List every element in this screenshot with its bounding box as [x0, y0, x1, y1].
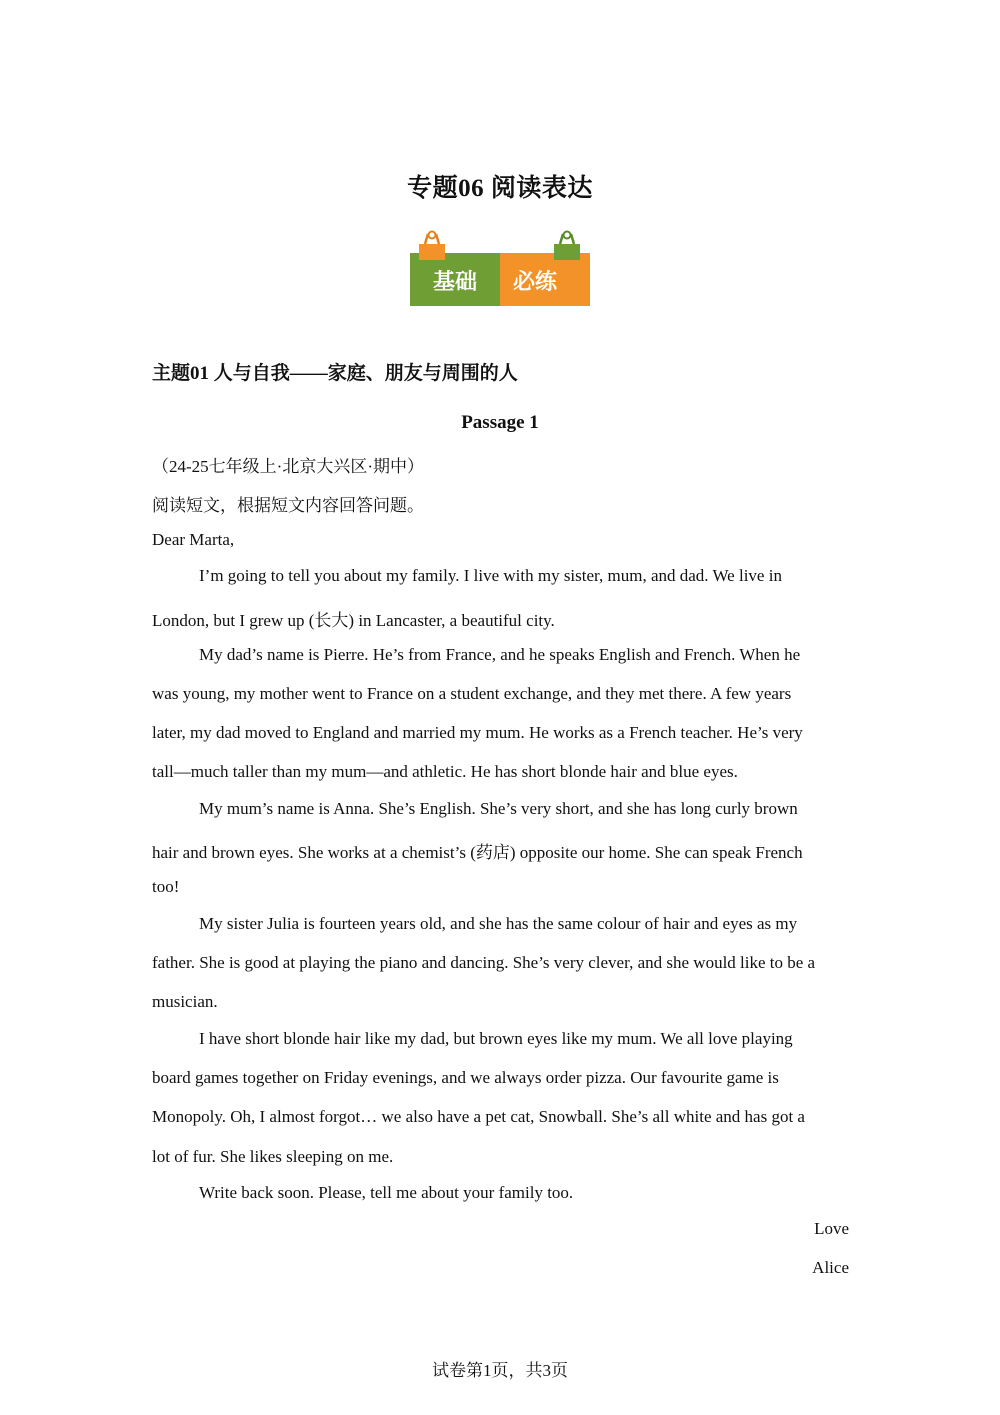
instruction: 阅读短文，根据短文内容回答问题。 [152, 496, 424, 515]
badge-left-text: 基础 [432, 270, 478, 295]
paragraph-line: My sister Julia is fourteen years old, and she has the same colour of hair and eyes as my [199, 914, 798, 933]
badge-right-text: 必练 [512, 270, 558, 295]
paragraph-line: My mum’s name is Anna. She’s English. She’s very short, and she has long curly brown [199, 799, 798, 818]
page-footer: 试卷第1页，共3页 [432, 1361, 568, 1380]
paragraph-line: lot of fur. She likes sleeping on me. [152, 1147, 394, 1166]
paragraph-line: My dad’s name is Pierre. He’s from France, and he speaks English and French. When he [199, 645, 801, 664]
paragraph-line: hair and brown eyes. She works at a chemist’s (药店) opposite our home. She can speak French [152, 843, 803, 862]
paragraph-line: London, but I grew up (长大) in Lancaster, a beautiful city. [152, 611, 555, 630]
closing: Love [814, 1219, 849, 1238]
topic-heading: 主题01 人与自我——家庭、朋友与周围的人 [152, 363, 518, 384]
document-title: 专题06 阅读表达 [407, 175, 593, 202]
binder-clip-right-icon [554, 232, 580, 261]
paragraph-line: board games together on Friday evenings, and we always order pizza. Our favourite game is [152, 1068, 779, 1087]
paragraph-line: I have short blonde hair like my dad, but brown eyes like my mum. We all love playing [199, 1029, 793, 1048]
paragraph-line: I’m going to tell you about my family. I live with my sister, mum, and dad. We live in [199, 566, 782, 585]
paragraph-line: too! [152, 877, 180, 896]
paragraph-line: father. She is good at playing the piano and dancing. She’s very clever, and she would like to be a [152, 953, 816, 972]
binder-clip-left-icon [419, 232, 445, 261]
paragraph-line: Monopoly. Oh, I almost forgot… we also have a pet cat, Snowball. She’s all white and has got a [152, 1107, 805, 1126]
passage-title: Passage 1 [461, 412, 539, 433]
salutation: Dear Marta, [152, 530, 235, 549]
source-note: （24-25七年级上·北京大兴区·期中） [152, 457, 424, 476]
paragraph-line: tall—much taller than my mum—and athletic. He has short blonde hair and blue eyes. [152, 762, 738, 781]
signature: Alice [812, 1258, 849, 1277]
basic-practice-badge [408, 230, 592, 308]
paragraph-line: later, my dad moved to England and married my mum. He works as a French teacher. He’s very [152, 723, 803, 742]
paragraph-line: was young, my mother went to France on a student exchange, and they met there. A few years [152, 684, 792, 703]
paragraph-line: musician. [152, 992, 218, 1011]
paragraph-line: Write back soon. Please, tell me about your family too. [199, 1183, 574, 1202]
